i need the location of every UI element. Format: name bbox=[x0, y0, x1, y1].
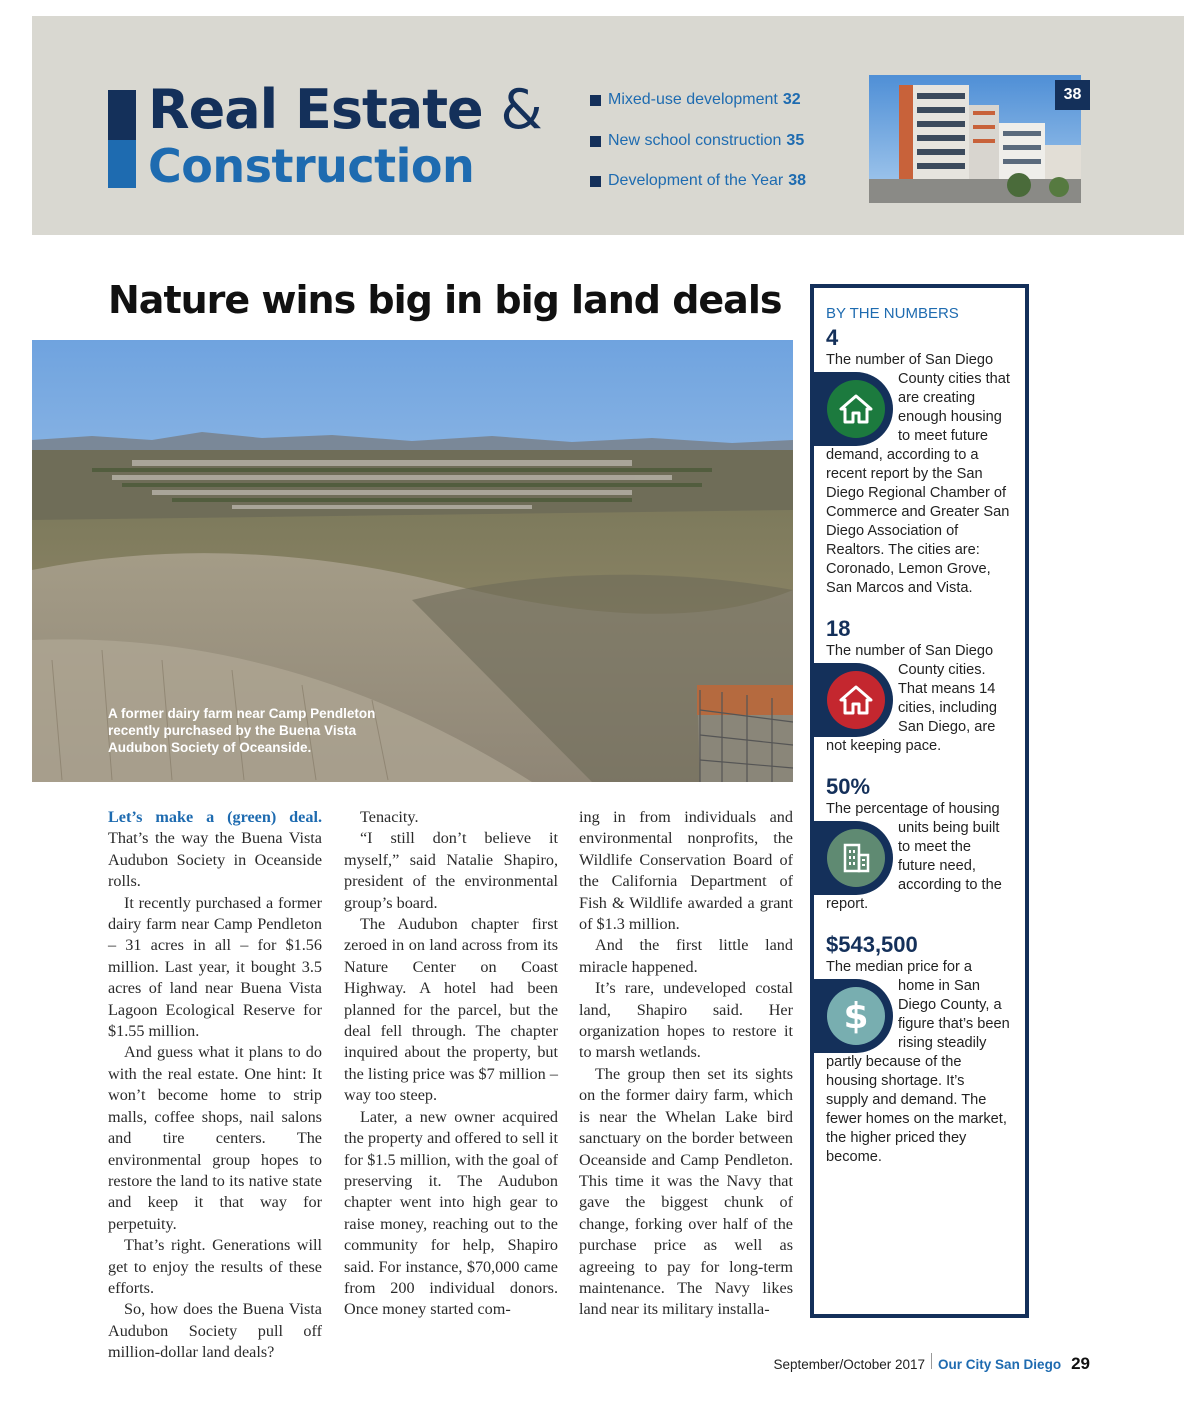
stat-block bbox=[826, 932, 1010, 1167]
paragraph: Later, a new owner acquired the property and offered to sell it for $1.5 million, with the goal of preserving it. The Audubon chapter went into high gear to raise money, reaching out to the community for help, Shapiro said. For instance, $70,000 came from 200 individual donors. Once money started com- bbox=[344, 1107, 558, 1319]
issue-date: September/October 2017 bbox=[773, 1357, 926, 1372]
house-icon-circle bbox=[827, 380, 885, 438]
house-icon bbox=[814, 663, 894, 737]
stat-block bbox=[826, 774, 1010, 914]
stat-number: 50% bbox=[826, 774, 871, 799]
stat-text-rest: are creating enough housing to meet future demand, according to a recent report by the San Diego Regional Chamber of Commerce and Greater San Diego Association of Realtors. The cities are: Coronado, Lemon Grove, San Marcos and Vista. bbox=[826, 390, 1010, 596]
article-column-3 bbox=[579, 807, 793, 1321]
stat-text: The percentage of housing units being built to meet the future need, according to the report. bbox=[826, 800, 1010, 914]
stat-text-lead: The number of San Diego County cities that bbox=[826, 352, 1010, 387]
footer-divider bbox=[931, 1353, 932, 1369]
dollar-icon-circle: $ bbox=[827, 987, 885, 1045]
stat-block bbox=[826, 616, 1010, 756]
article-headline: Nature wins big in big land deals bbox=[108, 278, 782, 322]
paragraph: “I still don’t believe it myself,” said Natalie Shapiro, president of the environmental group’s board. bbox=[344, 829, 558, 912]
bullet-square-icon bbox=[590, 95, 601, 106]
paragraph: The group then set its sights on the former dairy farm, which is near the Whelan Lake bird sanctuary on the border between Oceanside and Camp Pendleton. This time it was the Navy that gave the biggest chunk of change, forking over half of the purchase price as well as agreeing to pay for long-term maintenance. The Navy likes land near its military installa- bbox=[579, 1064, 793, 1319]
section-title-line1: Real Estate & bbox=[148, 78, 542, 141]
page-number: 29 bbox=[1071, 1354, 1090, 1373]
by-the-numbers-sidebar bbox=[810, 284, 1029, 1318]
section-title-line2: Construction bbox=[148, 139, 475, 193]
paragraph: ing in from individuals and environmental nonprofits, the Wildlife Conservation Board of the California Department of Fish & Wildlife awarded a grant of $1.3 million. bbox=[579, 808, 793, 934]
page-footer bbox=[773, 1353, 1090, 1374]
publication-name: Our City San Diego bbox=[938, 1357, 1062, 1372]
bullet-square-icon bbox=[590, 176, 601, 187]
article-column-2 bbox=[344, 807, 558, 1321]
paragraph: The Audubon chapter first zeroed in on land across from its Nature Center on Coast Highway. A hotel had been planned for the parcel, but the deal fell through. The chapter inquired about the property, but the listing price was $7 million – way too steep. bbox=[344, 915, 558, 1105]
stat-number: $543,500 bbox=[826, 932, 918, 957]
paragraph: And guess what it plans to do with the real estate. One hint: It won’t become home to strip malls, coffee shops, nail salons and tire centers. The environmental group hopes to restore the land to its native state and keep it that way for perpetuity. bbox=[108, 1043, 322, 1233]
stat-number: 18 bbox=[826, 616, 851, 641]
section-title-ampersand: & bbox=[500, 78, 542, 141]
toc-item[interactable]: New school construction 35 bbox=[590, 132, 806, 173]
building-thumbnail-photo bbox=[869, 75, 1081, 203]
stat-block bbox=[826, 325, 1010, 598]
stat-number: 4 bbox=[826, 325, 839, 350]
section-bar-blue bbox=[108, 140, 136, 188]
section-toc bbox=[590, 91, 806, 213]
stat-text bbox=[826, 351, 1010, 598]
bullet-square-icon bbox=[590, 136, 601, 147]
stat-text: The median price for a $ home in San Diego County, a figure that’s been rising steadily partly because of the housing shortage. It’s supply and demand. The fewer homes on the market, the higher priced they become. bbox=[826, 958, 1010, 1167]
house-icon-circle bbox=[827, 671, 885, 729]
paragraph: It’s rare, undeveloped costal land, Shapiro said. Her organization hopes to restore it to marsh wetlands. bbox=[579, 979, 793, 1062]
paragraph: It recently purchased a former dairy farm near Camp Pendleton – 31 acres in all – for $1.56 million. Last year, it bought 3.5 acres of land near Buena Vista Lagoon Ecological Reserve for $1.55 million. bbox=[108, 893, 322, 1041]
sidebar-title: BY THE NUMBERS bbox=[826, 305, 959, 322]
toc-item[interactable]: Development of the Year 38 bbox=[590, 172, 806, 213]
page-badge: 38 bbox=[1055, 80, 1090, 110]
article-column-1 bbox=[108, 807, 322, 1364]
building-icon bbox=[814, 821, 894, 895]
dollar-icon bbox=[814, 979, 894, 1053]
paragraph: So, how does the Buena Vista Audubon Society pull off million-dollar land deals? bbox=[108, 1300, 322, 1362]
toc-item[interactable]: Mixed-use development 32 bbox=[590, 91, 806, 132]
paragraph: That’s right. Generations will get to enjoy the results of these efforts. bbox=[108, 1236, 322, 1297]
paragraph: Tenacity. bbox=[360, 808, 419, 826]
building-icon-circle bbox=[827, 829, 885, 887]
paragraph: Let’s make a (green) deal. That’s the way the Buena Vista Audubon Society in Oceanside rolls. bbox=[108, 808, 322, 891]
house-icon bbox=[814, 372, 894, 446]
section-bar-navy bbox=[108, 90, 136, 140]
stat-text: The number of San Diego County cities. That means 14 cities, including San Diego, are not keeping pace. bbox=[826, 642, 1010, 756]
paragraph: And the first little land miracle happened. bbox=[579, 936, 793, 976]
lead-in: Let’s make a (green) deal. bbox=[108, 808, 322, 826]
photo-caption: A former dairy farm near Camp Pendleton recently purchased by the Buena Vista Audubon Society of Oceanside. bbox=[108, 706, 376, 755]
